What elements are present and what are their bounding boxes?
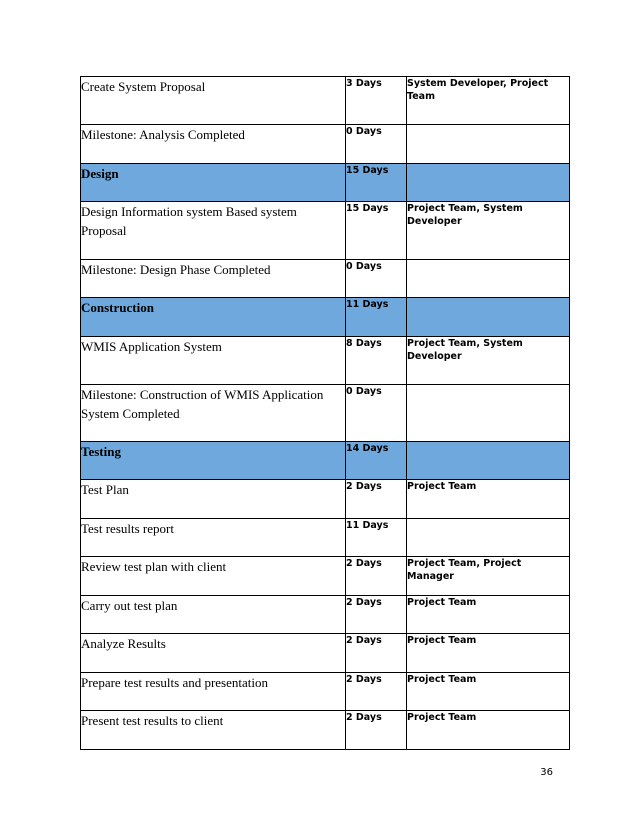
task-name-cell: Milestone: Analysis Completed [81, 125, 346, 164]
duration-cell: 2 Days [346, 711, 407, 750]
task-name-cell: Prepare test results and presentation [81, 673, 346, 711]
duration-cell: 2 Days [346, 596, 407, 634]
resources-cell: Project Team [407, 596, 570, 634]
schedule-body [81, 77, 570, 750]
resources-cell: Project Team [407, 634, 570, 673]
task-row [81, 125, 570, 164]
duration-cell: 0 Days [346, 260, 407, 298]
task-row [81, 260, 570, 298]
duration-cell: 11 Days [346, 298, 407, 337]
duration-cell: 2 Days [346, 480, 407, 519]
duration-cell: 0 Days [346, 385, 407, 442]
duration-cell: 11 Days [346, 519, 407, 557]
task-row [81, 596, 570, 634]
task-name-cell: Design Information system Based system Proposal [81, 202, 346, 260]
task-row [81, 634, 570, 673]
duration-cell: 15 Days [346, 164, 407, 202]
duration-cell: 0 Days [346, 125, 407, 164]
task-row [81, 711, 570, 750]
task-row [81, 77, 570, 125]
duration-cell: 15 Days [346, 202, 407, 260]
task-name-cell: Review test plan with client [81, 557, 346, 596]
resources-cell: Project Team, Project Manager [407, 557, 570, 596]
phase-row [81, 164, 570, 202]
duration-cell: 2 Days [346, 557, 407, 596]
resources-cell [407, 125, 570, 164]
task-row [81, 519, 570, 557]
page-number: 36 [540, 767, 553, 778]
resources-cell: Project Team, System Developer [407, 202, 570, 260]
resources-cell [407, 260, 570, 298]
task-name-cell: Present test results to client [81, 711, 346, 750]
resources-cell [407, 385, 570, 442]
duration-cell: 8 Days [346, 337, 407, 385]
task-name-cell: WMIS Application System [81, 337, 346, 385]
task-name-cell: Milestone: Design Phase Completed [81, 260, 346, 298]
task-name-cell: Construction [81, 298, 346, 337]
task-row [81, 673, 570, 711]
task-row [81, 385, 570, 442]
resources-cell [407, 164, 570, 202]
resources-cell: Project Team [407, 673, 570, 711]
duration-cell: 3 Days [346, 77, 407, 125]
task-row [81, 557, 570, 596]
resources-cell [407, 298, 570, 337]
phase-row [81, 442, 570, 480]
phase-row [81, 298, 570, 337]
task-name-cell: Milestone: Construction of WMIS Application System Completed [81, 385, 346, 442]
resources-cell: Project Team [407, 480, 570, 519]
task-name-cell: Carry out test plan [81, 596, 346, 634]
task-row [81, 480, 570, 519]
task-name-cell: Test Plan [81, 480, 346, 519]
duration-cell: 2 Days [346, 673, 407, 711]
task-name-cell: Test results report [81, 519, 346, 557]
task-row [81, 202, 570, 260]
duration-cell: 14 Days [346, 442, 407, 480]
resources-cell [407, 519, 570, 557]
task-name-cell: Design [81, 164, 346, 202]
task-name-cell: Analyze Results [81, 634, 346, 673]
project-schedule-table [80, 76, 570, 750]
resources-cell: Project Team [407, 711, 570, 750]
duration-cell: 2 Days [346, 634, 407, 673]
resources-cell [407, 442, 570, 480]
task-name-cell: Testing [81, 442, 346, 480]
task-name-cell: Create System Proposal [81, 77, 346, 125]
task-row [81, 337, 570, 385]
resources-cell: System Developer, Project Team [407, 77, 570, 125]
resources-cell: Project Team, System Developer [407, 337, 570, 385]
